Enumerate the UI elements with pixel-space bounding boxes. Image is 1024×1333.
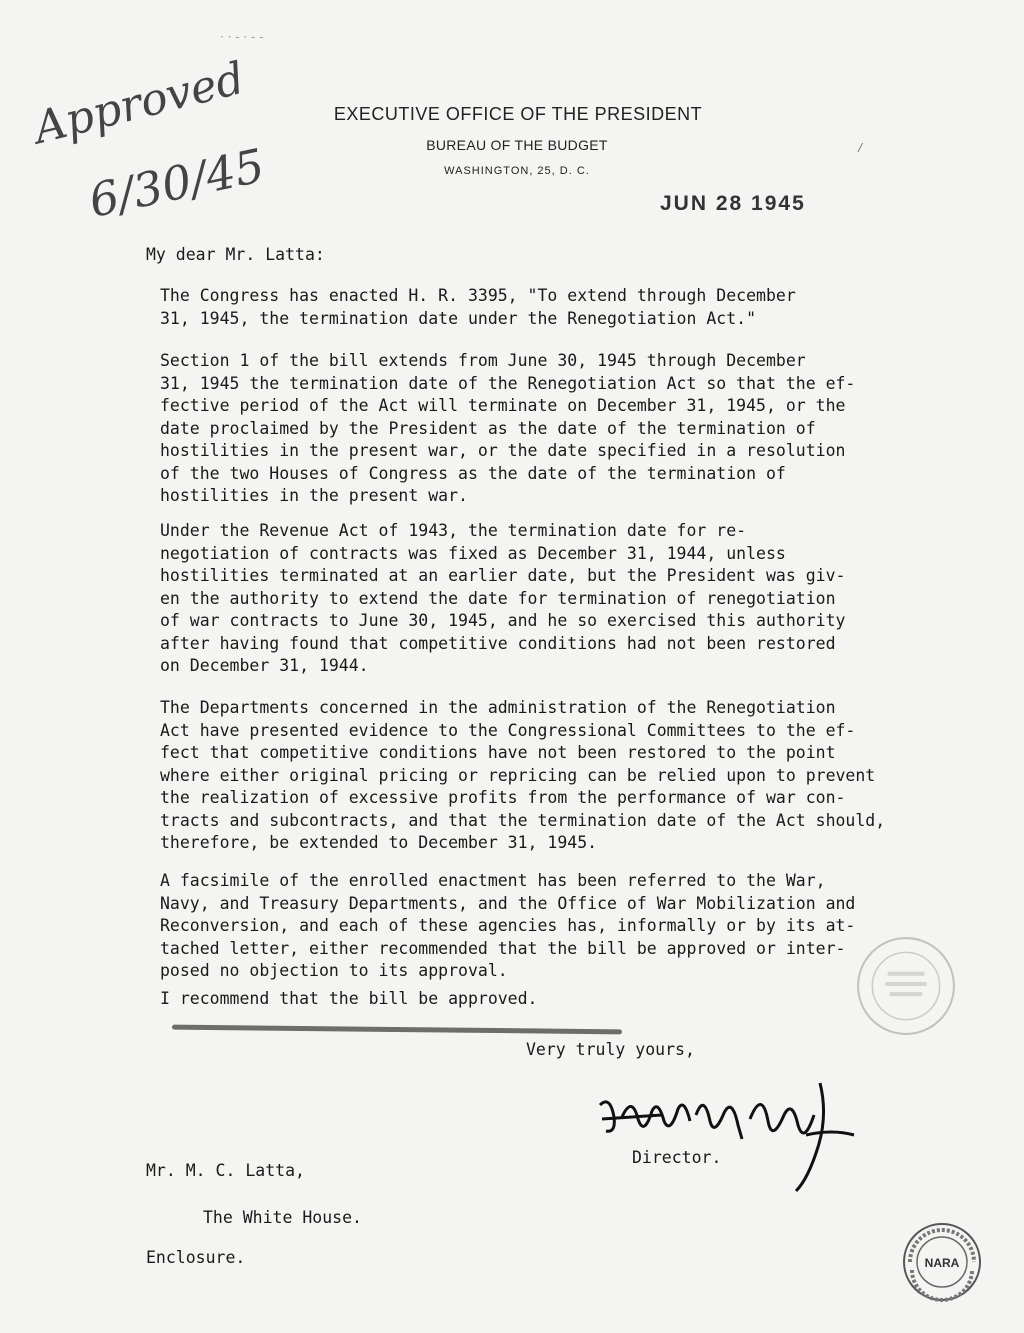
received-date-stamp: JUN 28 1945 — [660, 192, 806, 215]
nara-truman-library-seal — [902, 1222, 982, 1302]
seal-label: NARA — [924, 1256, 960, 1270]
closing: Very truly yours, — [526, 1040, 695, 1059]
paragraph-5: A facsimile of the enrolled enactment has been referred to the War, Navy, and Treasury Departments, and the Office of War Mobilization and Reconversion, and each of these agencies has, informally or by its at- tached letter, either recommended that the bill be approved or inter- posed no objection to its approval. — [160, 871, 856, 980]
addressee-name: Mr. M. C. Latta, — [146, 1161, 305, 1180]
paragraph-2: Section 1 of the bill extends from June 30, 1945 through December 31, 1945 the termination date of the Renegotiation Act so that the ef- fective period of the Act will terminate on December 31, 1945, or the date proclaimed by the President as the date of the termination of hostilities in the present war, or the date specified in a resolution of the two Houses of Congress as the date of the termination of hostilities in the present war. — [160, 351, 856, 505]
truman-library-seal-faint — [855, 935, 957, 1037]
enclosure-note: Enclosure. — [146, 1248, 246, 1267]
paragraph-4: The Departments concerned in the administration of the Renegotiation Act have presented evidence to the Congressional Committees to the ef- fect that competitive conditions have not been restored to the point where either original pricing or repricing can be relied upon to prevent the realization of excessive profits from the performance of war con- tracts and subcontracts, and that the termination date of the Act should, therefore, be extended to December 31, 1945. — [160, 698, 886, 852]
scan-specks: · · - · - - — [220, 30, 264, 44]
paragraph-1: The Congress has enacted H. R. 3395, "To extend through December 31, 1945, the termination date under the Renegotiation Act." — [160, 286, 796, 328]
strike-rule — [172, 1025, 622, 1035]
addressee-place: The White House. — [203, 1208, 362, 1227]
paragraph-3: Under the Revenue Act of 1943, the termination date for re- negotiation of contracts was fixed as December 31, 1944, unless hostilities terminated at an earlier date, but the President was giv- en the authority to extend the date for termination of renegotiation of war contracts to June 30, 1945, and he so exercised this authority after having found that competitive conditions had not been restored on December 31, 1944. — [160, 521, 846, 675]
salutation: My dear Mr. Latta: — [146, 245, 325, 264]
handwritten-approved: Approved — [28, 52, 250, 155]
handwritten-date: 6/30/45 — [84, 138, 270, 228]
pen-tick-mark: ⁄ — [856, 140, 865, 156]
letterhead-bureau: BUREAU OF THE BUDGET — [426, 137, 608, 153]
paragraph-recommendation: I recommend that the bill be approved. — [160, 989, 538, 1008]
letterhead-office: EXECUTIVE OFFICE OF THE PRESIDENT — [333, 104, 703, 124]
director-signature — [592, 1075, 857, 1195]
signature-title: Director. — [632, 1148, 722, 1167]
letterhead-location: WASHINGTON, 25, D. C. — [444, 165, 590, 177]
